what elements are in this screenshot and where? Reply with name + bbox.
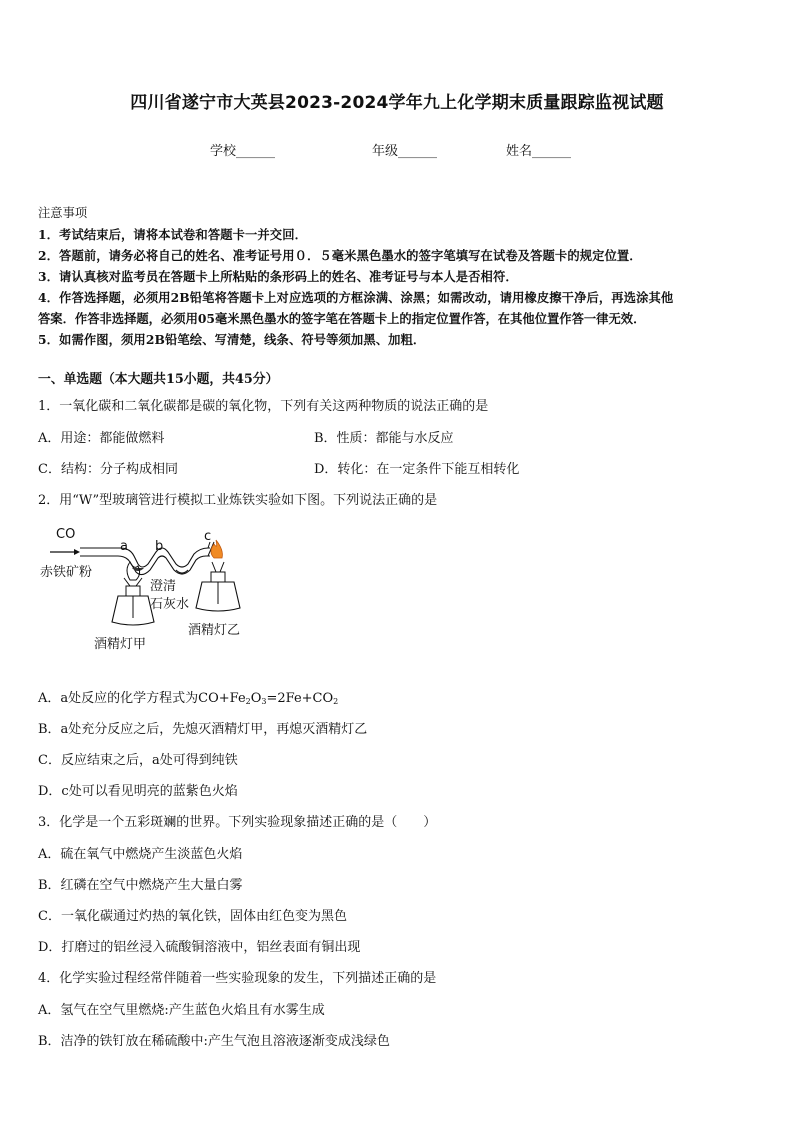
q1-option-d[interactable]: D．转化：在一定条件下能互相转化 <box>314 462 520 477</box>
note-item-1: 1．考试结束后，请将本试卷和答题卡一并交回． <box>38 227 307 242</box>
q2-option-d[interactable]: D．c处可以看见明亮的蓝紫色火焰 <box>38 784 238 799</box>
name-field[interactable] <box>506 140 571 159</box>
q4-option-b[interactable]: B．洁净的铁钉放在稀硫酸中:产生气泡且溶液逐渐变成浅绿色 <box>38 1034 390 1049</box>
point-b-label: b <box>155 539 164 554</box>
ore-powder <box>132 568 144 571</box>
school-blank: ______ <box>236 144 276 159</box>
flame-a-icon <box>127 562 140 580</box>
note-item-4: 4．作答选择题，必须用2B铅笔将答题卡上对应选项的方框涂满、涂黑；如需改动，请用橡皮擦干净后，再选涂其他 <box>38 290 674 305</box>
q2-stem: 2．用“W”型玻璃管进行模拟工业炼铁实验如下图。下列说法正确的是 <box>38 493 438 508</box>
notes-heading: 注意事项 <box>38 206 88 220</box>
q2-option-c[interactable]: C．反应结束之后，a处可得到纯铁 <box>38 753 238 768</box>
lamp-a-label: 酒精灯甲 <box>94 637 147 652</box>
lamp-b-neck <box>211 572 225 582</box>
note-item-2: 2．答题前，请务必将自己的姓名、准考证号用０．５毫米黑色墨水的签字笔填写在试卷及答题卡的规定位置． <box>38 248 642 263</box>
co-arrow-head <box>74 549 80 555</box>
q2-option-b[interactable]: B．a处充分反应之后，先熄灭酒精灯甲，再熄灭酒精灯乙 <box>38 722 368 737</box>
flame-a-wick <box>124 578 142 586</box>
note-item-3: 3．请认真核对监考员在答题卡上所粘贴的条形码上的姓名、准考证号与本人是否相符． <box>38 269 518 284</box>
q3-option-a[interactable]: A．硫在氧气中燃烧产生淡蓝色火焰 <box>38 847 243 862</box>
q4-option-a[interactable]: A．氢气在空气里燃烧:产生蓝色火焰且有水雾生成 <box>38 1003 325 1018</box>
q3-stem: 3．化学是一个五彩斑斓的世界。下列实验现象描述正确的是（ ） <box>38 815 437 830</box>
q1-stem: 1．一氧化碳和二氧化碳都是碳的氧化物，下列有关这两种物质的说法正确的是 <box>38 399 489 414</box>
lime-water-label-1: 澄清 <box>150 579 177 594</box>
q1-option-c[interactable]: C．结构：分子构成相同 <box>38 462 178 477</box>
note-item-5: 5．如需作图，须用2B铅笔绘、写清楚，线条、符号等须加黑、加粗． <box>38 332 426 347</box>
notes-block <box>38 203 758 350</box>
q2-option-a-mid1: O <box>250 691 262 706</box>
q1-option-a[interactable]: A．用途：都能做燃料 <box>38 431 165 446</box>
q2-option-a-prefix: A．a处反应的化学方程式为CO+Fe <box>38 691 246 706</box>
q3-option-d[interactable]: D．打磨过的铝丝浸入硫酸铜溶液中，铝丝表面有铜出现 <box>38 940 361 955</box>
q2-option-a-mid2: =2Fe+CO <box>266 691 334 706</box>
lime-water-label-2: 石灰水 <box>150 597 190 612</box>
school-field[interactable] <box>210 140 275 159</box>
q1-option-b[interactable]: B．性质：都能与水反应 <box>314 431 454 446</box>
note-item-4-cont: 答案．作答非选择题，必须用05毫米黑色墨水的签字笔在答题卡上的指定位置作答，在其他位置作答一律无效． <box>38 311 646 326</box>
q2-option-a[interactable] <box>38 687 338 706</box>
co-label: CO <box>56 527 76 542</box>
ore-label: 赤铁矿粉 <box>40 565 93 580</box>
lamp-b-label: 酒精灯乙 <box>188 623 241 638</box>
q3-option-b[interactable]: B．红磷在空气中燃烧产生大量白雾 <box>38 878 243 893</box>
q3-option-c[interactable]: C．一氧化碳通过灼热的氧化铁，固体由红色变为黑色 <box>38 909 347 924</box>
q4-stem: 4．化学实验过程经常伴随着一些实验现象的发生，下列描述正确的是 <box>38 971 437 986</box>
lamp-a-neck <box>126 586 140 596</box>
grade-field[interactable] <box>372 140 437 159</box>
name-label: 姓名 <box>506 144 533 159</box>
school-label: 学校 <box>210 144 237 159</box>
flame-b-icon <box>211 540 222 558</box>
q2-option-a-sub1: 2 <box>245 697 251 706</box>
w-tube-apparatus-diagram <box>38 522 268 662</box>
name-blank: ______ <box>532 144 572 159</box>
w-tube-upper <box>80 548 210 567</box>
point-c-label: c <box>204 529 212 544</box>
grade-blank: ______ <box>398 144 438 159</box>
page-title: 四川省遂宁市大英县2023-2024学年九上化学期末质量跟踪监视试题 <box>130 93 664 113</box>
point-a-label: a <box>120 539 128 554</box>
grade-label: 年级 <box>372 144 399 159</box>
flame-b-wick <box>212 562 224 572</box>
section-heading-single-choice: 一、单选题（本大题共15小题，共45分） <box>38 372 279 387</box>
q2-option-a-sub3: 2 <box>333 697 339 706</box>
q2-option-a-sub2: 3 <box>261 697 267 706</box>
